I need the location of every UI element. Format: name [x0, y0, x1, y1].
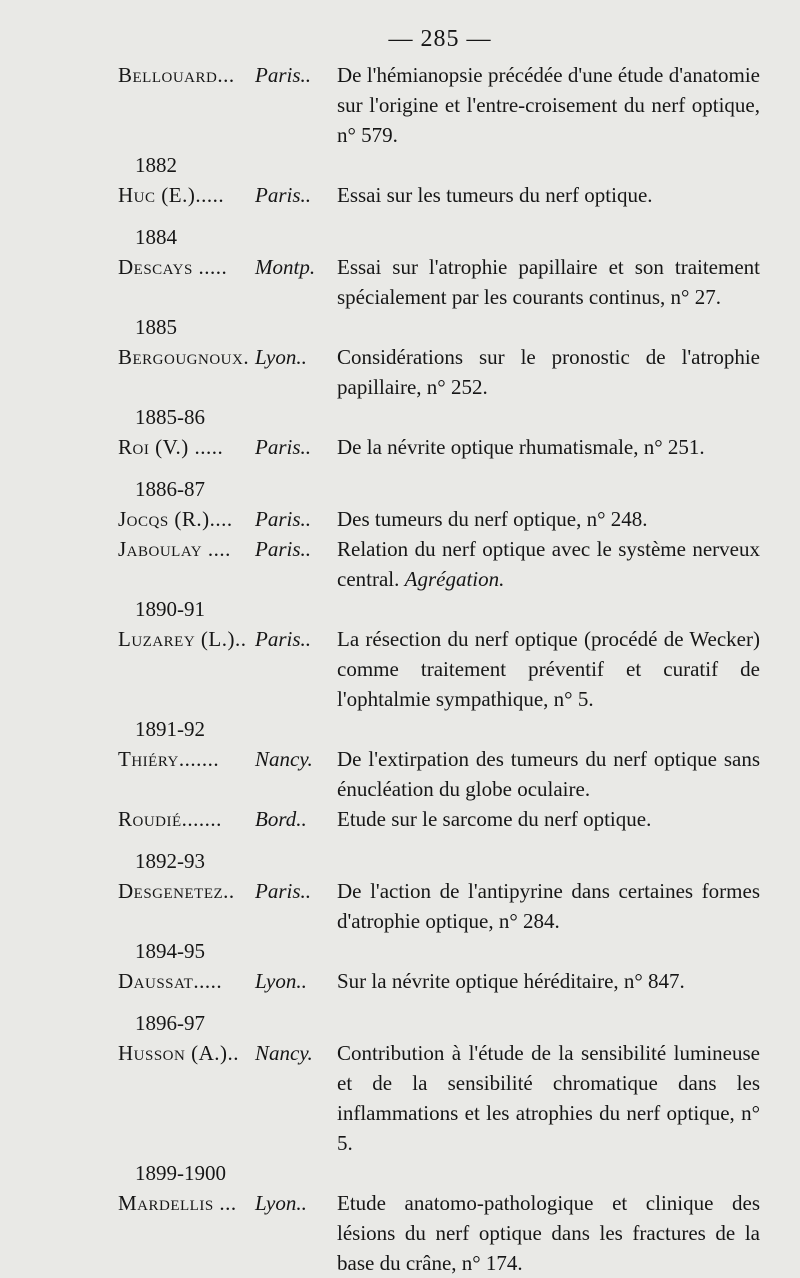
author: Bellouard...	[118, 63, 235, 87]
thesis-title: De l'extirpation des tumeurs du nerf optique sans énucléation du globe oculaire.	[337, 747, 760, 801]
year-heading: 1899-1900	[135, 1161, 226, 1185]
thesis-title-italic: Agrégation.	[404, 567, 505, 591]
list-item	[0, 402, 800, 462]
thesis-title: Contribution à l'étude de la sensibilité lumineuse et de la sensibilité chromatique dans les inflammations et les atrophies du nerf optique, n° 5.	[337, 1041, 760, 1155]
thesis-title: Des tumeurs du nerf optique, n° 248.	[337, 507, 648, 531]
thesis-title: De l'action de l'antipyrine dans certaines formes d'atrophie optique, n° 284.	[337, 879, 760, 933]
city: Lyon..	[255, 969, 307, 993]
city: Paris..	[255, 63, 312, 87]
author: Jaboulay ....	[118, 537, 231, 561]
city: Bord..	[255, 807, 307, 831]
year-heading: 1896-97	[135, 1011, 205, 1035]
thesis-title: Sur la névrite optique héréditaire, n° 847.	[337, 969, 685, 993]
city: Paris..	[255, 183, 312, 207]
city: Paris..	[255, 879, 312, 903]
year-heading: 1886-87	[135, 477, 205, 501]
city: Nancy.	[255, 747, 313, 771]
city: Lyon..	[255, 1191, 307, 1215]
thesis-title-text: Relation du nerf optique avec le système nerveux central.	[337, 537, 760, 591]
year-heading: 1885-86	[135, 405, 205, 429]
list-item	[0, 846, 800, 936]
list-item	[0, 534, 800, 594]
city: Montp.	[255, 255, 316, 279]
thesis-title: Essai sur les tumeurs du nerf optique.	[337, 183, 653, 207]
thesis-title: Essai sur l'atrophie papillaire et son traitement spécialement par les courants continus, n° 27.	[337, 255, 760, 309]
thesis-list	[0, 60, 800, 1278]
author: Roi (V.) .....	[118, 435, 224, 459]
author: Roudié.......	[118, 807, 222, 831]
author: Mardellis ...	[118, 1191, 237, 1215]
thesis-title: De l'hémianopsie précédée d'une étude d'anatomie sur l'origine et l'entre-croisement du nerf optique, n° 579.	[337, 63, 760, 147]
list-item	[0, 936, 800, 996]
list-item	[0, 60, 800, 150]
list-item	[0, 804, 800, 834]
city: Paris..	[255, 537, 312, 561]
city: Paris..	[255, 627, 312, 651]
author: Desgenetez..	[118, 879, 235, 903]
thesis-title: Etude anatomo-pathologique et clinique des lésions du nerf optique dans les fractures de la base du crâne, n° 174.	[337, 1191, 760, 1275]
thesis-title: Considérations sur le pronostic de l'atrophie papillaire, n° 252.	[337, 345, 760, 399]
list-item	[0, 594, 800, 714]
city: Paris..	[255, 435, 312, 459]
list-item	[0, 474, 800, 534]
list-item	[0, 312, 800, 402]
thesis-title	[335, 534, 760, 594]
author: Bergougnoux.	[118, 345, 250, 369]
year-heading: 1894-95	[135, 939, 205, 963]
thesis-title: De la névrite optique rhumatismale, n° 251.	[337, 435, 705, 459]
list-item	[0, 714, 800, 804]
year-heading: 1891-92	[135, 717, 205, 741]
year-heading: 1892-93	[135, 849, 205, 873]
city: Lyon..	[255, 345, 307, 369]
author: Huc (E.).....	[118, 183, 225, 207]
city: Paris..	[255, 507, 312, 531]
list-item	[0, 1008, 800, 1158]
list-item	[0, 222, 800, 312]
year-heading: 1885	[135, 315, 177, 339]
author: Husson (A.)..	[118, 1041, 239, 1065]
thesis-title: Etude sur le sarcome du nerf optique.	[337, 807, 652, 831]
author: Luzarey (L.)..	[118, 627, 247, 651]
list-item	[0, 150, 800, 210]
city: Nancy.	[255, 1041, 313, 1065]
author: Thiéry.......	[118, 747, 220, 771]
author: Jocqs (R.)....	[118, 507, 233, 531]
author: Descays .....	[118, 255, 228, 279]
year-heading: 1890-91	[135, 597, 205, 621]
page-number: — 285 —	[388, 26, 492, 52]
author: Daussat.....	[118, 969, 223, 993]
list-item	[0, 1158, 800, 1278]
thesis-title: La résection du nerf optique (procédé de Wecker) comme traitement préventif et curatif de l'ophtalmie sympathique, n° 5.	[337, 627, 760, 711]
year-heading: 1882	[135, 153, 177, 177]
year-heading: 1884	[135, 225, 177, 249]
